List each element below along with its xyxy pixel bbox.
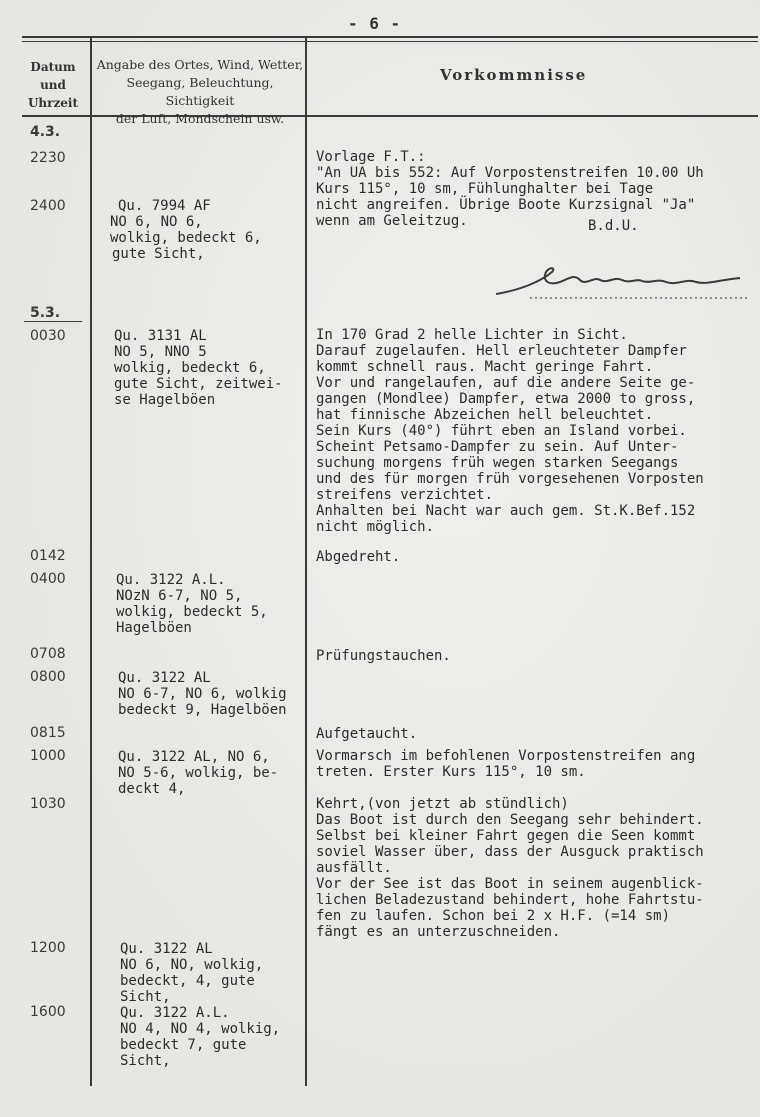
event-line: "An UA bis 552: Auf Vorpostenstreifen 10.00 Uh xyxy=(316,165,704,181)
time-0400: 0400 xyxy=(30,571,66,587)
event-line: suchung morgens früh wegen starken Seegangs xyxy=(316,455,679,471)
event-line: Kurs 115°, 10 sm, Fühlunghalter bei Tage xyxy=(316,181,654,197)
location-line: Qu. 7994 AF xyxy=(118,198,211,214)
date-4-3: 4.3. xyxy=(30,124,61,140)
location-line: NO 5, NNO 5 xyxy=(114,344,207,360)
event-line: wenn am Geleitzug. xyxy=(316,213,468,229)
location-line: Qu. 3122 AL xyxy=(118,670,211,686)
event-line: nicht angreifen. Übrige Boote Kurzsignal "Ja" xyxy=(316,197,696,213)
event-0708: Prüfungstauchen. xyxy=(316,648,451,664)
location-line: Qu. 3131 AL xyxy=(114,328,207,344)
event-line: fen zu laufen. Schon bei 2 x H.F. (=14 sm) xyxy=(316,908,671,924)
location-line: NO 6, NO 6, xyxy=(110,214,203,230)
event-line: hat finnische Abzeichen hell beleuchtet. xyxy=(316,407,654,423)
location-line: Hagelböen xyxy=(116,620,192,636)
event-line: fängt es an unterzuschneiden. xyxy=(316,924,561,940)
location-line: NO 5-6, wolkig, be- xyxy=(118,765,279,781)
time-0800: 0800 xyxy=(30,669,66,685)
location-line: Sicht, xyxy=(120,1053,171,1069)
event-line: nicht möglich. xyxy=(316,519,435,535)
location-line: Qu. 3122 A.L. xyxy=(120,1005,230,1021)
time-2400: 2400 xyxy=(30,198,66,214)
event-line: Darauf zugelaufen. Hell erleuchteter Dampfer xyxy=(316,343,687,359)
time-1030: 1030 xyxy=(30,796,66,812)
location-line: se Hagelböen xyxy=(114,392,216,408)
event-line: Vorlage F.T.: xyxy=(316,149,426,165)
event-line: Selbst bei kleiner Fahrt gegen die Seen kommt xyxy=(316,828,696,844)
event-line: Vor und rangelaufen, auf die andere Seite ge- xyxy=(316,375,696,391)
event-line: lichen Beladezustand behindert, hohe Fahrtstu- xyxy=(316,892,704,908)
header-vorkommnisse: Vorkommnisse xyxy=(440,66,588,84)
location-line: deckt 4, xyxy=(118,781,186,797)
location-line: Sicht, xyxy=(120,989,171,1005)
event-line: und des für morgen früh vorgesehenen Vorposten xyxy=(316,471,704,487)
time-2230: 2230 xyxy=(30,150,66,166)
location-line: bedeckt 7, gute xyxy=(120,1037,247,1053)
event-line: Vor der See ist das Boot in seinem augenblick- xyxy=(316,876,704,892)
event-0815: Aufgetaucht. xyxy=(316,726,418,742)
event-line: gangen (Mondlee) Dampfer, etwa 2000 to gross, xyxy=(316,391,696,407)
event-line: Anhalten bei Nacht war auch gem. St.K.Bef.152 xyxy=(316,503,696,519)
column-divider-2 xyxy=(305,36,307,1086)
event-line: Das Boot ist durch den Seegang sehr behindert. xyxy=(316,812,704,828)
event-line: soviel Wasser über, dass der Ausguck praktisch xyxy=(316,844,704,860)
location-line: Qu. 3122 AL xyxy=(120,941,213,957)
location-line: NOzN 6-7, NO 5, xyxy=(116,588,243,604)
location-line: Qu. 3122 AL, NO 6, xyxy=(118,749,270,765)
time-1000: 1000 xyxy=(30,748,66,764)
event-line: treten. Erster Kurs 115°, 10 sm. xyxy=(316,764,586,780)
event-line: Sein Kurs (40°) führt eben an Island vorbei. xyxy=(316,423,687,439)
time-0708: 0708 xyxy=(30,646,66,662)
event-line: ausfällt. xyxy=(316,860,392,876)
handwritten-signature xyxy=(490,262,750,302)
location-line: bedeckt 9, Hagelböen xyxy=(118,702,287,718)
header-datum: Datum und Uhrzeit xyxy=(27,60,79,110)
location-line: wolkig, bedeckt 6, xyxy=(114,360,266,376)
column-divider-1 xyxy=(90,36,92,1086)
page-number: - 6 - xyxy=(348,14,402,33)
location-line: bedeckt, 4, gute xyxy=(120,973,255,989)
location-line: NO 6-7, NO 6, wolkig xyxy=(118,686,287,702)
event-line: In 170 Grad 2 helle Lichter in Sicht. xyxy=(316,327,628,343)
time-0142: 0142 xyxy=(30,548,66,564)
location-line: NO 6, NO, wolkig, xyxy=(120,957,264,973)
event-line: kommt schnell raus. Macht geringe Fahrt. xyxy=(316,359,654,375)
time-0815: 0815 xyxy=(30,725,66,741)
event-line: Scheint Petsamo-Dampfer zu sein. Auf Unter- xyxy=(316,439,679,455)
top-double-rule-2 xyxy=(22,41,758,42)
date-underline xyxy=(24,321,82,322)
location-line: NO 4, NO 4, wolkig, xyxy=(120,1021,281,1037)
location-line: Qu. 3122 A.L. xyxy=(116,572,226,588)
time-0030: 0030 xyxy=(30,328,66,344)
location-line: wolkig, bedeckt 6, xyxy=(110,230,262,246)
location-line: gute Sicht, xyxy=(112,246,205,262)
top-double-rule-1 xyxy=(22,36,758,38)
header-angabe: Angabe des Ortes, Wind, Wetter, Seegang, Beleuchtung, Sichtigkeit der Luft, Mondschein usw. xyxy=(96,57,304,126)
time-1200: 1200 xyxy=(30,940,66,956)
date-5-3: 5.3. xyxy=(30,305,61,321)
event-line: Kehrt,(von jetzt ab stündlich) xyxy=(316,796,569,812)
location-line: gute Sicht, zeitwei- xyxy=(114,376,283,392)
event-0142: Abgedreht. xyxy=(316,549,401,565)
time-1600: 1600 xyxy=(30,1004,66,1020)
location-line: wolkig, bedeckt 5, xyxy=(116,604,268,620)
event-signatory: B.d.U. xyxy=(588,218,639,234)
event-line: streifens verzichtet. xyxy=(316,487,494,503)
event-line: Vormarsch im befohlenen Vorpostenstreifen ang xyxy=(316,748,696,764)
